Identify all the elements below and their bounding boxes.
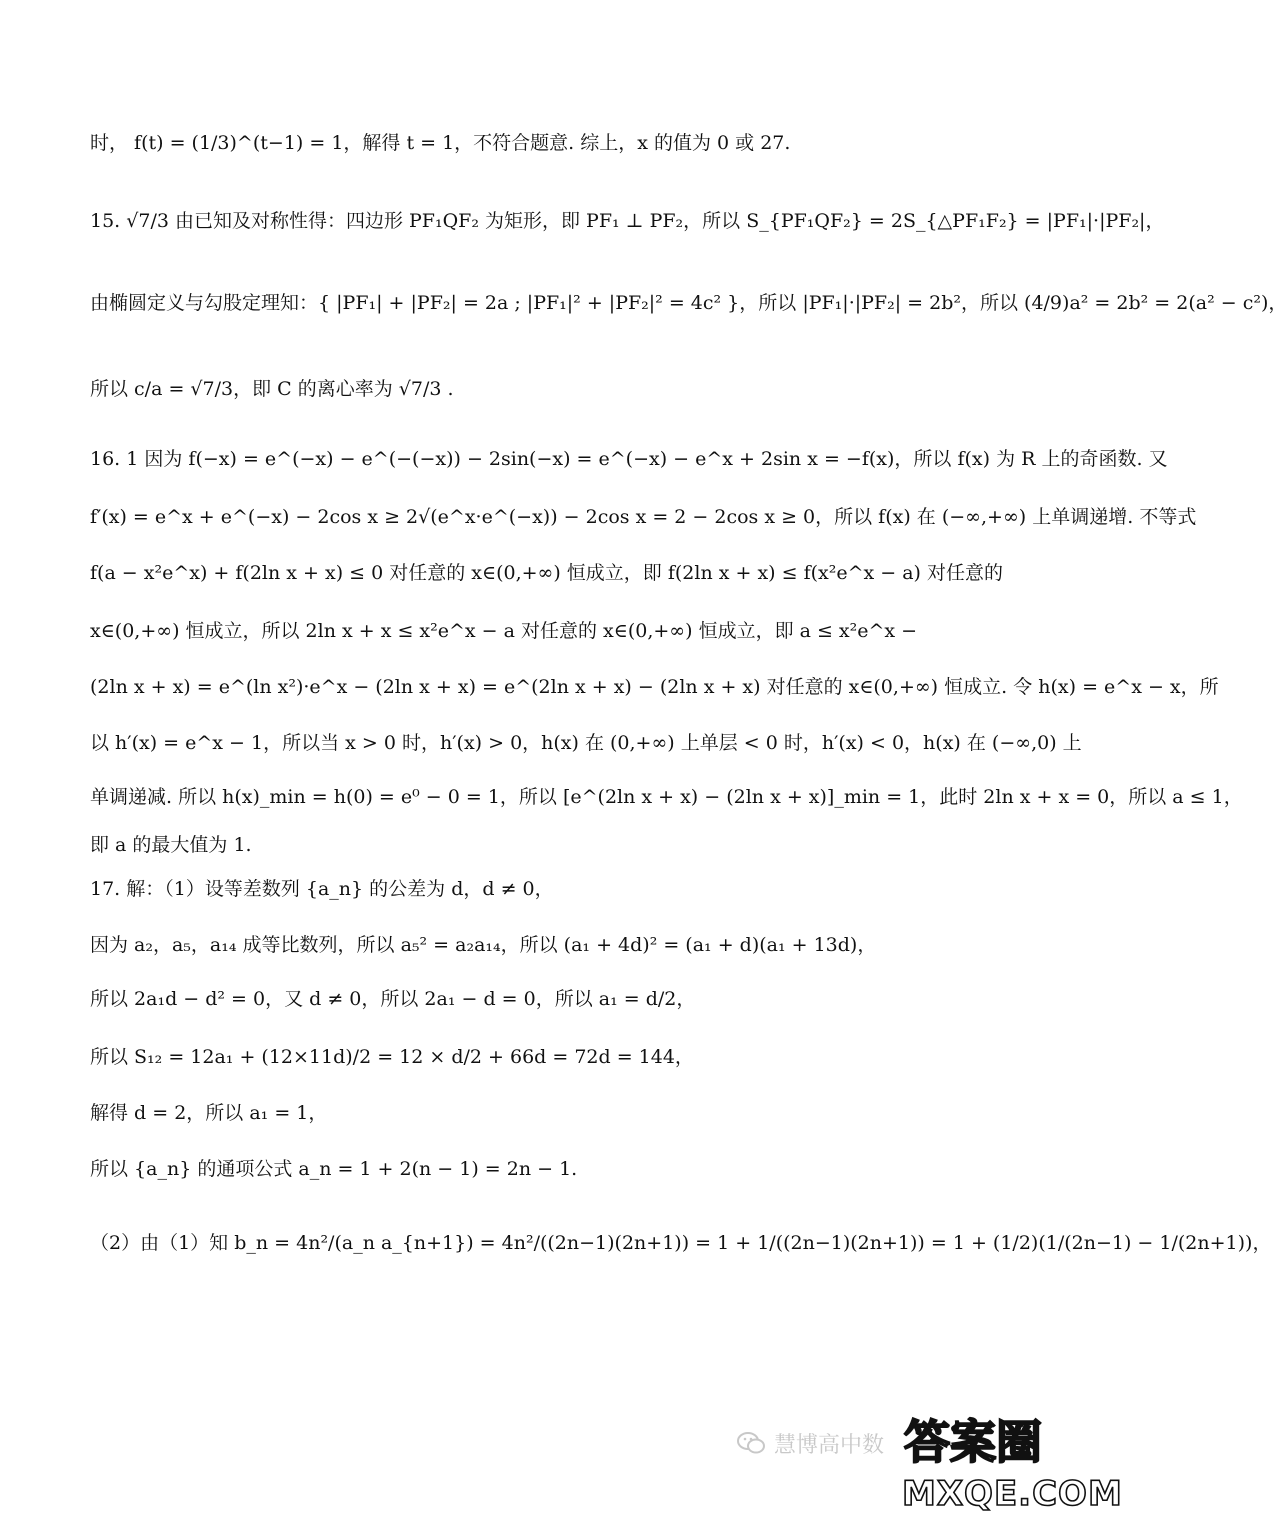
problem-16-line-6: 以 h′(x) = e^x − 1，所以当 x > 0 时，h′(x) > 0，h(x) 在 (0,+∞) 上单层 < 0 时，h′(x) < 0，h(x) 在 (−∞,0) 上 [90, 732, 1082, 754]
solution-line-1: 时， f(t) = (1/3)^(t−1) = 1，解得 t = 1，不符合题意. 综上，x 的值为 0 或 27. [90, 132, 791, 154]
logo-top-text: 答案圈 [904, 1415, 1042, 1469]
problem-17-line-4: 所以 S₁₂ = 12a₁ + (12×11d)/2 = 12 × d/2 + 66d = 72d = 144， [90, 1046, 694, 1068]
problem-17-line-5: 解得 d = 2，所以 a₁ = 1， [90, 1102, 328, 1124]
problem-15-line-1: 15. √7/3 由已知及对称性得：四边形 PF₁QF₂ 为矩形，即 PF₁ ⊥ PF₂，所以 S_{PF₁QF₂} = 2S_{△PF₁F₂} = |PF₁|·|PF₂|， [90, 210, 1165, 232]
problem-17-part2-line: （2）由（1）知 b_n = 4n²/(a_n a_{n+1}) = 4n²/((2n−1)(2n+1)) = 1 + 1/((2n−1)(2n+1)) = 1 + (1/2)(1/(2n−1) − 1/(2n+1))， [90, 1232, 1272, 1254]
watermark-text: 慧博高中数 [774, 1432, 885, 1458]
site-logo [902, 1410, 1123, 1520]
problem-16-line-5: (2ln x + x) = e^(ln x²)·e^x − (2ln x + x) = e^(2ln x + x) − (2ln x + x) 对任意的 x∈(0,+∞) 恒成立. 令 h(x) = e^x − x，所 [90, 676, 1219, 698]
problem-16-line-4: x∈(0,+∞) 恒成立，所以 2ln x + x ≤ x²e^x − a 对任意的 x∈(0,+∞) 恒成立，即 a ≤ x²e^x − [90, 620, 918, 642]
problem-16-line-2: f′(x) = e^x + e^(−x) − 2cos x ≥ 2√(e^x·e^(−x)) − 2cos x = 2 − 2cos x ≥ 0，所以 f(x) 在 (−∞,+∞) 上单调递增. 不等式 [90, 506, 1197, 528]
problem-17-line-1: 17. 解：（1）设等差数列 {a_n} 的公差为 d，d ≠ 0， [90, 878, 554, 900]
problem-17-line-6: 所以 {a_n} 的通项公式 a_n = 1 + 2(n − 1) = 2n − 1. [90, 1158, 578, 1180]
problem-16-line-1: 16. 1 因为 f(−x) = e^(−x) − e^(−(−x)) − 2sin(−x) = e^(−x) − e^x + 2sin x = −f(x)，所以 f(x) 为 R 上的奇函数. 又 [90, 448, 1168, 470]
problem-16-line-7: 单调递减. 所以 h(x)_min = h(0) = e⁰ − 0 = 1，所以 [e^(2ln x + x) − (2ln x + x)]_min = 1，此时 2ln x + x = 0，所以 a ≤ 1， [90, 786, 1243, 808]
problem-17-line-2: 因为 a₂，a₅，a₁₄ 成等比数列，所以 a₅² = a₂a₁₄，所以 (a₁ + 4d)² = (a₁ + d)(a₁ + 13d)， [90, 934, 877, 956]
problem-15-line-3: 所以 c/a = √7/3，即 C 的离心率为 √7/3 . [90, 378, 454, 400]
problem-16-line-8: 即 a 的最大值为 1. [90, 834, 252, 856]
problem-17-line-3: 所以 2a₁d − d² = 0，又 d ≠ 0，所以 2a₁ − d = 0，所以 a₁ = d/2， [90, 988, 696, 1010]
watermark [736, 1428, 884, 1458]
logo-bottom-text: MXQE.COM [902, 1474, 1123, 1514]
problem-15-line-2: 由椭圆定义与勾股定理知：{ |PF₁| + |PF₂| = 2a ; |PF₁|² + |PF₂|² = 4c² }，所以 |PF₁|·|PF₂| = 2b²，所以 (4/9)a² = 2b² = 2(a² − c²)， [90, 292, 1287, 314]
problem-16-line-3: f(a − x²e^x) + f(2ln x + x) ≤ 0 对任意的 x∈(0,+∞) 恒成立，即 f(2ln x + x) ≤ f(x²e^x − a) 对任意的 [90, 562, 1004, 584]
wechat-icon [736, 1430, 766, 1456]
